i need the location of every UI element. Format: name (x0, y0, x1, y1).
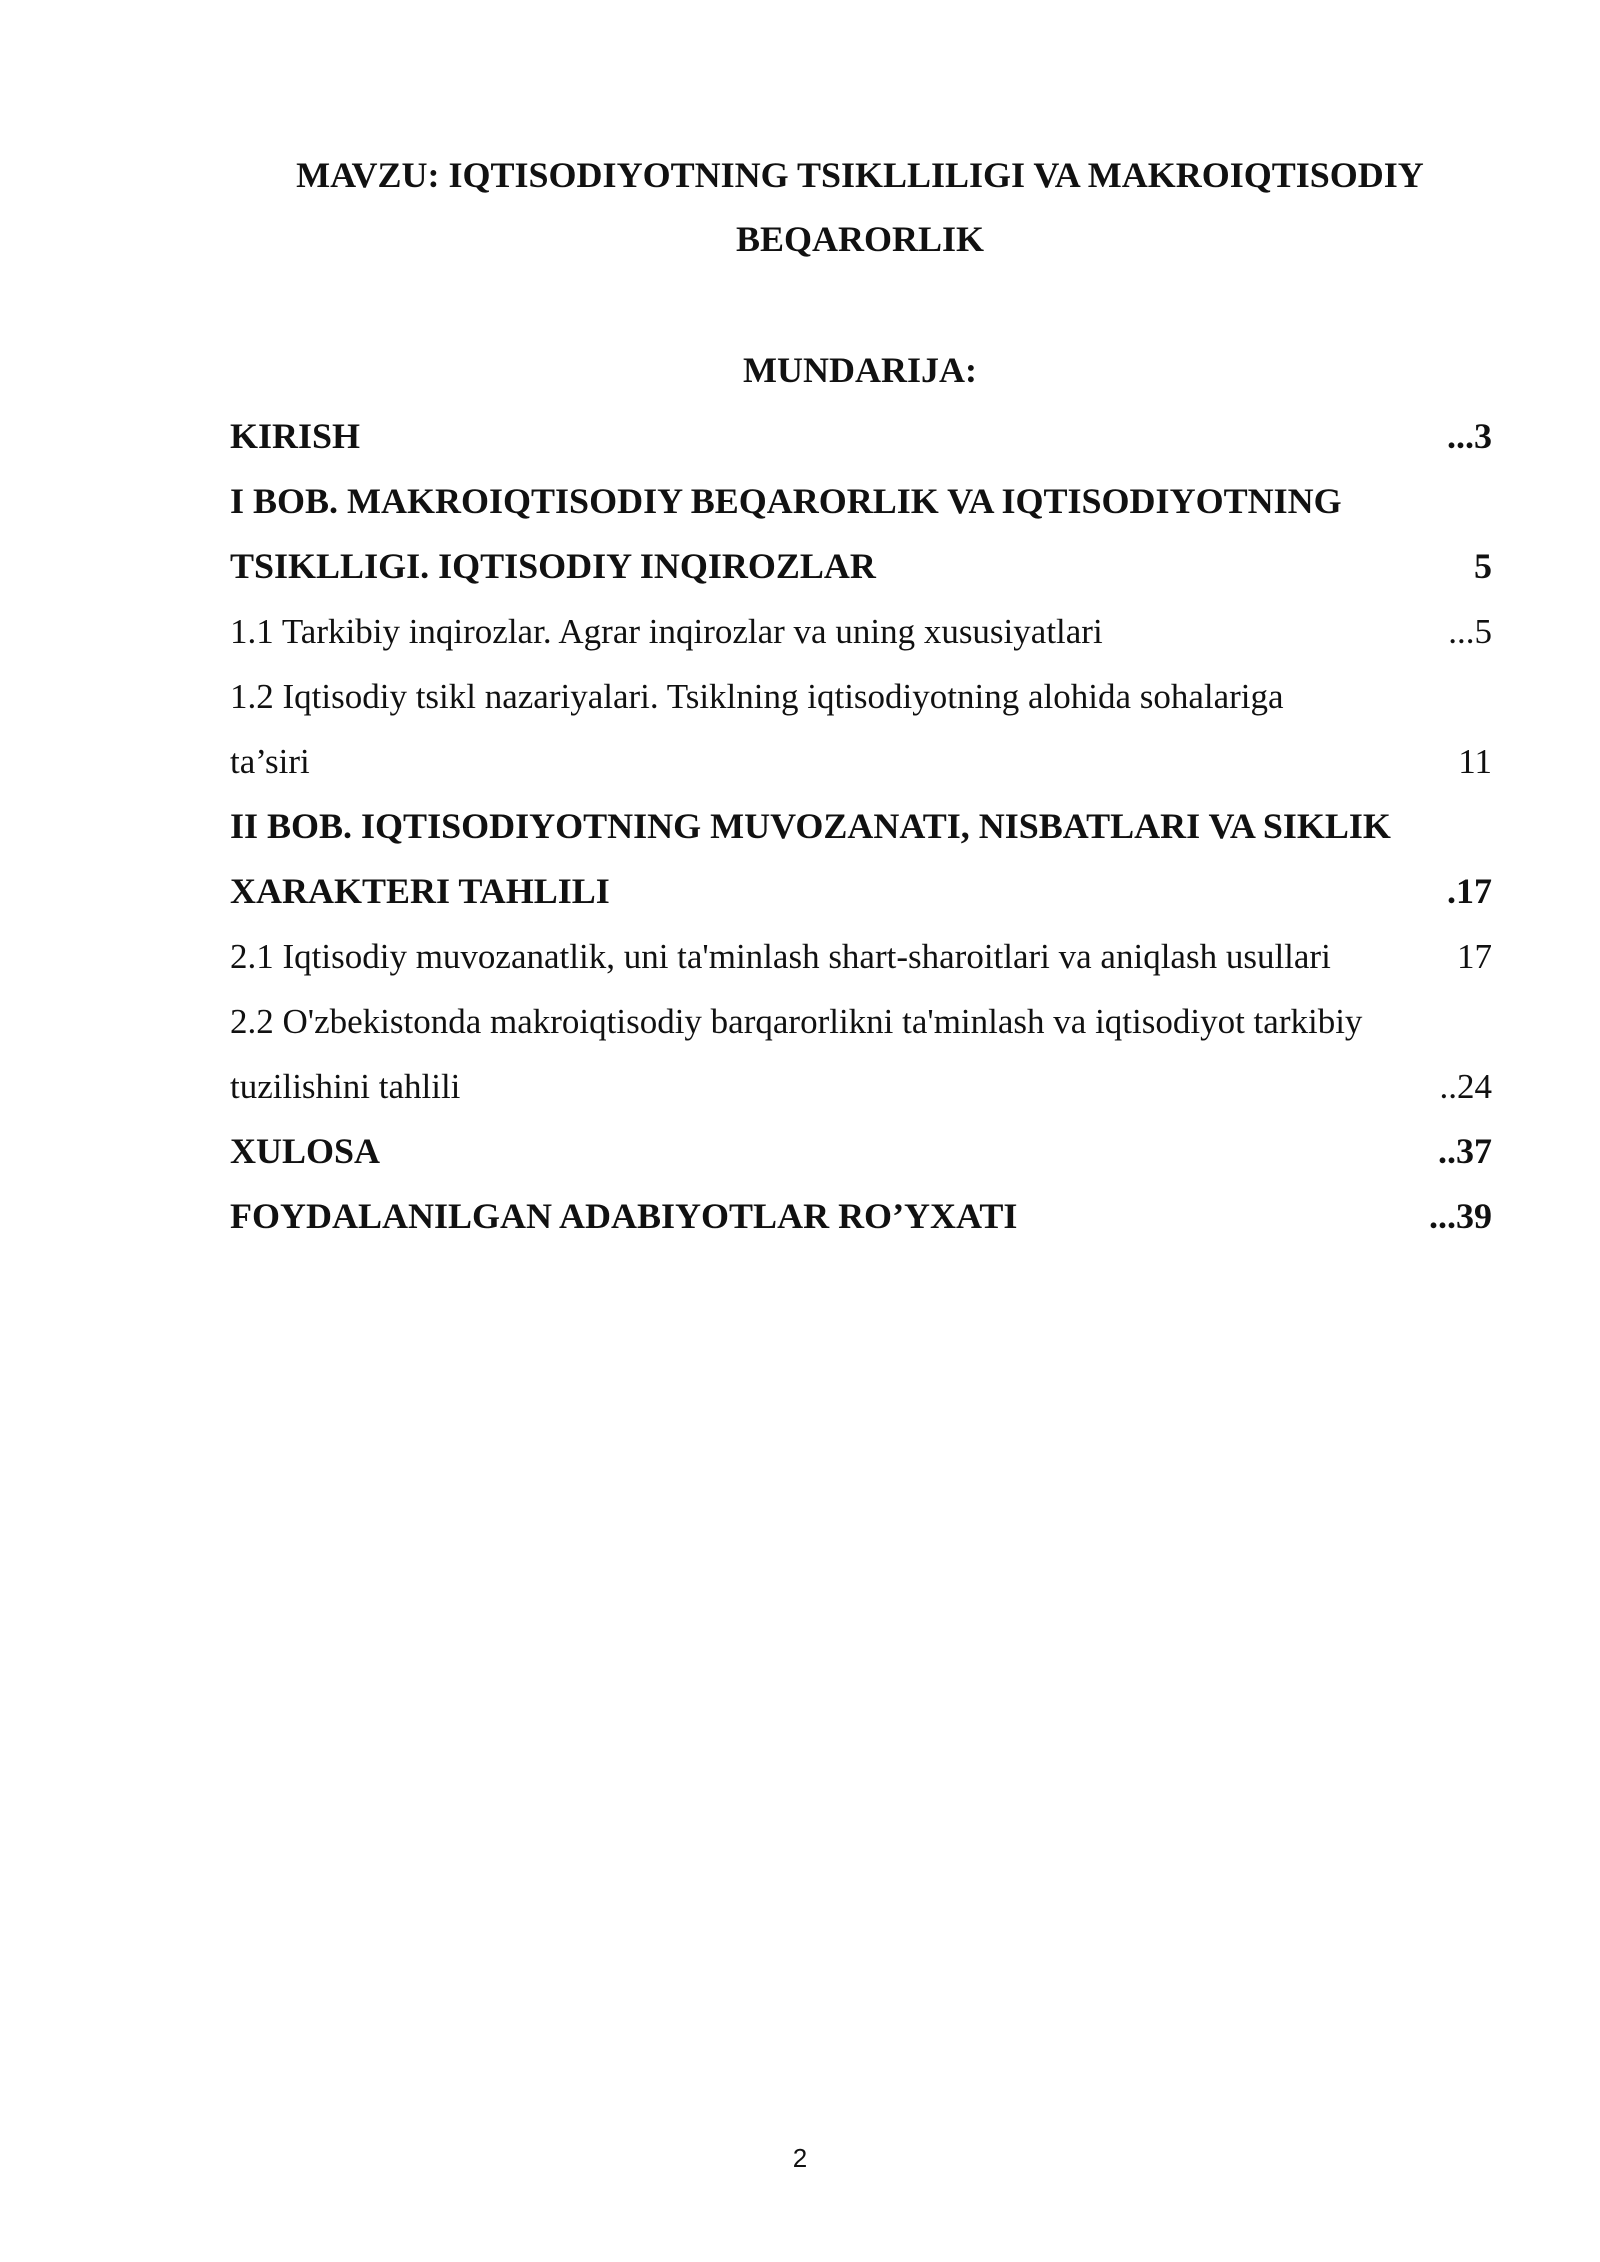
toc-entry-section-2-2-line-2[interactable] (230, 1054, 1492, 1119)
toc-page-number: ...39 (1429, 1196, 1492, 1236)
toc-entry-text: 2.2 O'zbekistonda makroiqtisodiy barqarorlikni ta'minlash va iqtisodiyot tarkibiy (230, 1002, 1363, 1041)
toc-entry-xulosa[interactable] (230, 1119, 1492, 1184)
toc-entry-chapter-2-line-1[interactable] (230, 794, 1492, 859)
toc-entry-text: II BOB. IQTISODIYOTNING MUVOZANATI, NISBATLARI VA SIKLIK (230, 806, 1391, 846)
document-title-line-1: MAVZU: IQTISODIYOTNING TSIKLLILIGI VA MAKROIQTISODIY (296, 155, 1424, 195)
table-of-contents (230, 404, 1492, 1249)
toc-page-number: ..24 (1439, 1067, 1492, 1106)
toc-page-number: ..37 (1438, 1131, 1492, 1171)
page-number: 2 (792, 2143, 808, 2173)
document-title-line-2: BEQARORLIK (735, 219, 985, 259)
toc-page-number: 11 (1458, 742, 1492, 781)
toc-entry-text: XULOSA (230, 1131, 381, 1171)
toc-entry-text: KIRISH (230, 416, 361, 456)
contents-heading: MUNDARIJA: (743, 350, 977, 390)
toc-entry-chapter-2-line-2[interactable] (230, 859, 1492, 924)
toc-entry-text: 2.1 Iqtisodiy muvozanatlik, uni ta'minlash shart-sharoitlari va aniqlash usullari (230, 937, 1331, 976)
toc-entry-chapter-1-line-1[interactable] (230, 469, 1492, 534)
toc-entry-section-2-2-line-1[interactable] (230, 989, 1492, 1054)
toc-entry-chapter-1-line-2[interactable] (230, 534, 1492, 599)
toc-entry-text: 1.2 Iqtisodiy tsikl nazariyalari. Tsiklning iqtisodiyotning alohida sohalariga (230, 677, 1284, 716)
toc-entry-text: ta’siri (230, 742, 310, 781)
toc-page-number: 17 (1457, 937, 1492, 976)
toc-entry-section-1-2-line-1[interactable] (230, 664, 1492, 729)
toc-entry-kirish[interactable] (230, 404, 1492, 469)
toc-entry-text: TSIKLLIGI. IQTISODIY INQIROZLAR (230, 546, 876, 586)
toc-entry-text: 1.1 Tarkibiy inqirozlar. Agrar inqirozlar va uning xususiyatlari (230, 612, 1103, 651)
toc-entry-text: XARAKTERI TAHLILI (230, 871, 610, 911)
toc-page-number: .17 (1447, 871, 1492, 911)
toc-entry-section-1-2-line-2[interactable] (230, 729, 1492, 794)
toc-page-number: ...5 (1448, 612, 1492, 651)
toc-page-number: 5 (1474, 546, 1492, 586)
toc-entry-text: tuzilishini tahlili (230, 1067, 461, 1106)
toc-entry-section-2-1[interactable] (230, 924, 1492, 989)
toc-entry-section-1-1[interactable] (230, 599, 1492, 664)
toc-entry-references[interactable] (230, 1184, 1492, 1249)
toc-entry-text: FOYDALANILGAN ADABIYOTLAR RO’YXATI (230, 1196, 1018, 1236)
toc-entry-text: I BOB. MAKROIQTISODIY BEQARORLIK VA IQTISODIYOTNING (230, 481, 1342, 521)
toc-page-number: ...3 (1447, 416, 1492, 456)
